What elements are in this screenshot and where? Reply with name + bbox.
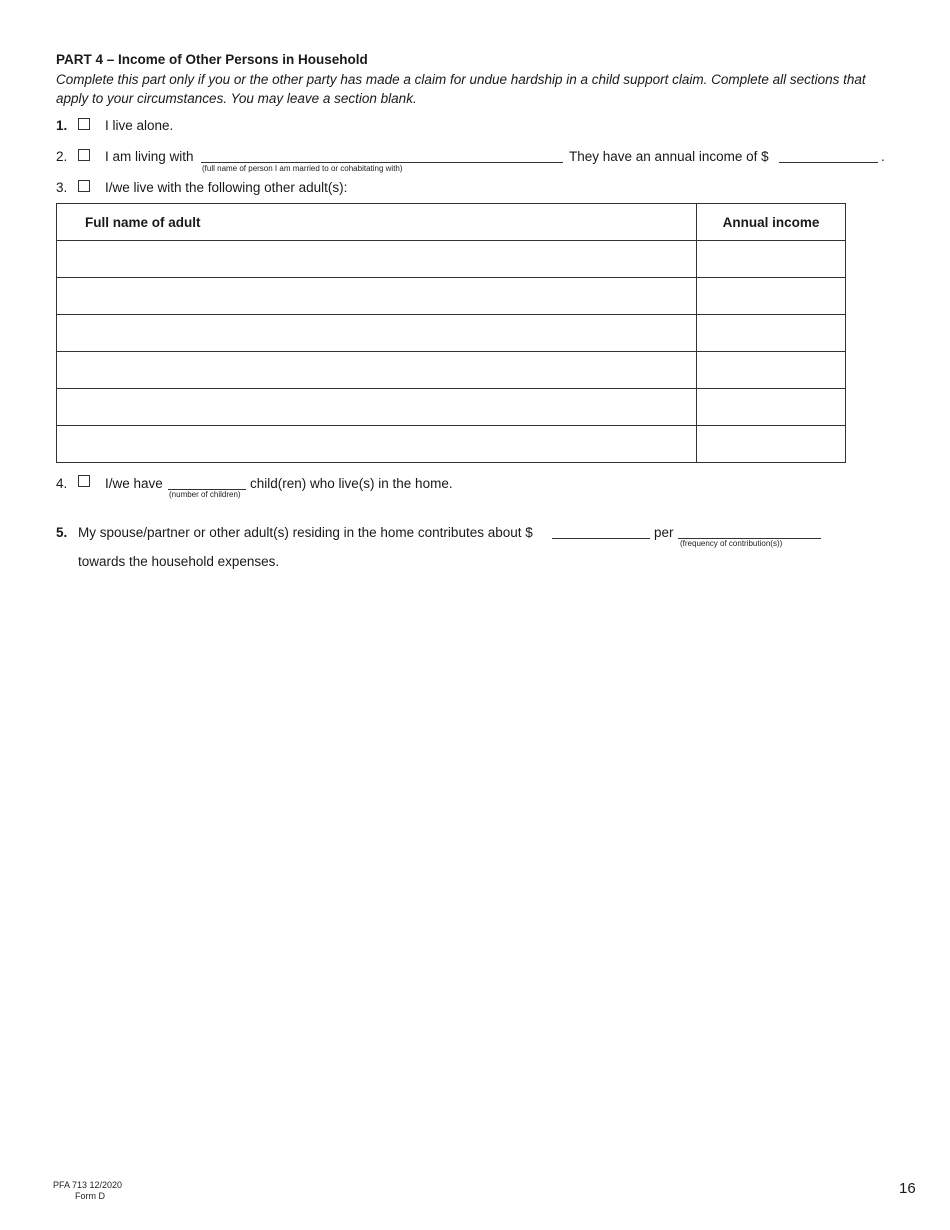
adult-income-input[interactable]: [697, 352, 845, 388]
column-header-full-name: Full name of adult: [57, 204, 697, 241]
adult-name-cell: [57, 278, 697, 315]
adult-income-input[interactable]: [697, 315, 845, 351]
adult-income-input[interactable]: [697, 278, 845, 314]
adult-name-input[interactable]: [57, 278, 696, 314]
table-row: [57, 278, 846, 315]
part-instructions: Complete this part only if you or the other party has made a claim for undue hardship in a child support claim. Complete all sections that apply to your circumstances. You may leave a section blank.: [56, 72, 866, 106]
item-3-number: 3.: [56, 180, 68, 195]
adult-name-input[interactable]: [57, 241, 696, 277]
item-3-label: I/we live with the following other adult(s):: [105, 180, 348, 195]
item-1-label: I live alone.: [105, 118, 174, 133]
cohabitant-name-field[interactable]: [201, 162, 563, 163]
item-4-label-after: child(ren) who live(s) in the home.: [250, 476, 453, 491]
adult-income-cell: [697, 241, 846, 278]
item-2-label: I am living with: [105, 149, 194, 164]
adult-income-cell: [697, 315, 846, 352]
annual-income-label: They have an annual income of $: [569, 149, 769, 164]
adult-name-input[interactable]: [57, 352, 696, 388]
page-number: 16: [899, 1180, 916, 1197]
table-header-row: [57, 204, 846, 241]
column-header-annual-income: Annual income: [697, 204, 846, 241]
table-row: [57, 315, 846, 352]
adult-name-cell: [57, 389, 697, 426]
adult-name-input[interactable]: [57, 389, 696, 425]
item-5-label: My spouse/partner or other adult(s) residing in the home contributes about $: [78, 525, 533, 540]
table-row: [57, 241, 846, 278]
item-5-continuation: towards the household expenses.: [78, 554, 280, 569]
cohabitant-income-field[interactable]: [779, 162, 878, 163]
adult-name-input[interactable]: [57, 315, 696, 351]
form-name: Form D: [75, 1191, 105, 1201]
table-row: [57, 352, 846, 389]
item-4-number: 4.: [56, 476, 68, 491]
adult-name-cell: [57, 315, 697, 352]
table-row: [57, 426, 846, 463]
item-1-checkbox[interactable]: [78, 118, 90, 130]
other-adults-table: [56, 203, 846, 463]
adult-income-input[interactable]: [697, 426, 845, 462]
adult-name-cell: [57, 352, 697, 389]
per-label: per: [654, 525, 674, 540]
cohabitant-name-caption: (full name of person I am married to or cohabitating with): [202, 164, 403, 173]
contribution-frequency-caption: (frequency of contribution(s)): [680, 539, 783, 548]
item-2-number: 2.: [56, 149, 68, 164]
table-row: [57, 389, 846, 426]
item-4-checkbox[interactable]: [78, 475, 90, 487]
item-2-end-punct: .: [881, 149, 885, 164]
adult-income-cell: [697, 389, 846, 426]
item-1-number: 1.: [56, 118, 68, 133]
adult-income-input[interactable]: [697, 389, 845, 425]
number-of-children-caption: (number of children): [169, 490, 241, 499]
adult-income-cell: [697, 426, 846, 463]
adult-income-cell: [697, 278, 846, 315]
part-title: PART 4 – Income of Other Persons in Household: [56, 52, 368, 67]
contribution-amount-field[interactable]: [552, 538, 650, 539]
adult-name-cell: [57, 241, 697, 278]
adult-income-input[interactable]: [697, 241, 845, 277]
item-4-label-before: I/we have: [105, 476, 163, 491]
item-2-checkbox[interactable]: [78, 149, 90, 161]
form-code: PFA 713 12/2020: [53, 1180, 123, 1190]
adult-income-cell: [697, 352, 846, 389]
adult-name-cell: [57, 426, 697, 463]
item-3-checkbox[interactable]: [78, 180, 90, 192]
item-5-number: 5.: [56, 525, 68, 540]
adult-name-input[interactable]: [57, 426, 696, 462]
